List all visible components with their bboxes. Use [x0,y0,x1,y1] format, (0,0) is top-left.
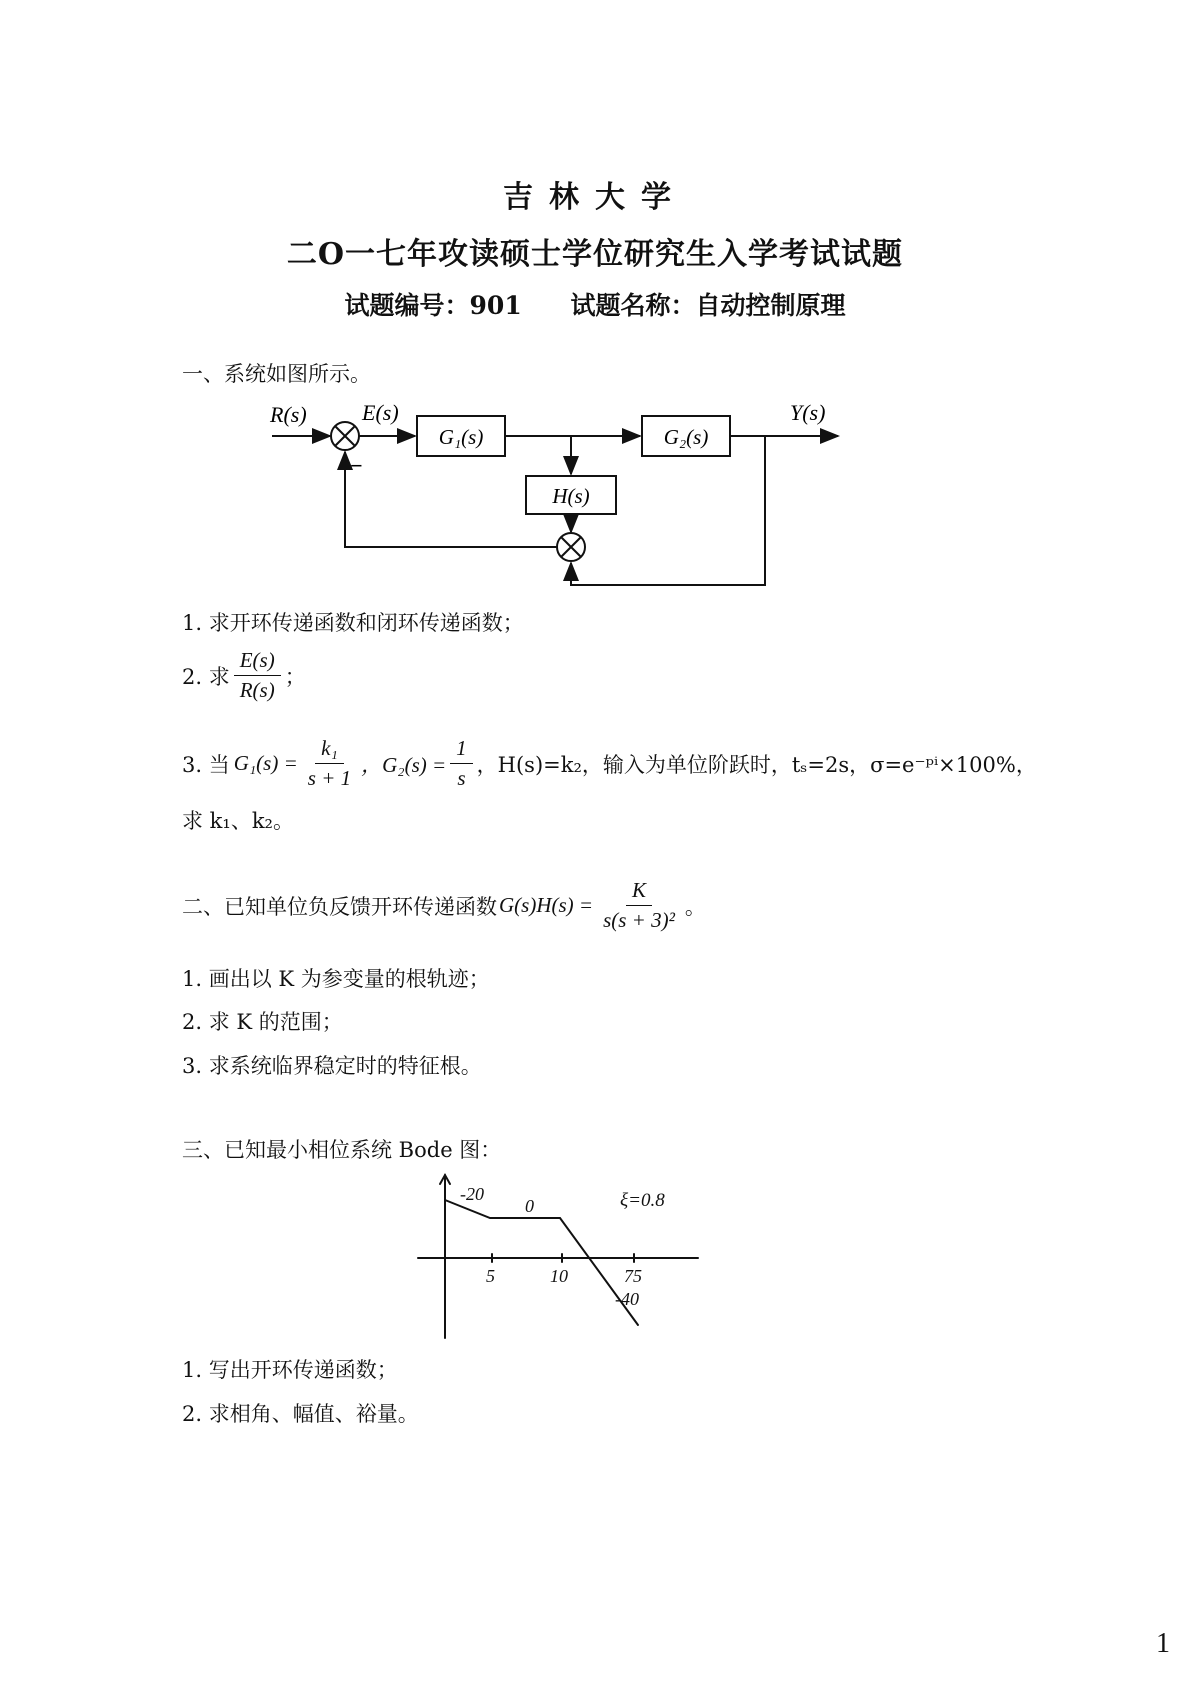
q1-item3: 3. 当 G₁(s) = $\frac{\text{k₁}}{s + 1}$ ，G₂(s) = $\frac{1}{s}$ ，H(s)=k₂，输入为单位阶跃时，tₛ=2s，σ=e⁻ᵖⁱ×100%， [182,736,1037,790]
slope-minus20: -20 [460,1184,484,1204]
tick-5: 5 [486,1266,495,1286]
exam-title: 二O一七年攻读硕士学位研究生入学考试试题 [286,237,904,272]
label-r: R(s) [270,402,307,427]
label-h: H(s) [552,484,590,508]
q2-item1: 1. 画出以 K 为参变量的根轨迹； [182,967,490,991]
label-g2: G₂(s) [663,425,709,449]
q2-item3: 3. 求系统临界稳定时的特征根。 [182,1054,482,1078]
g2-fraction: $\frac{1}{s}$ [450,736,473,791]
q1-item2: 2. 求 $\frac{E(s)}{R(s)}$ ； [182,648,306,702]
bode-plot [410,1170,710,1345]
q3-item1: 1. 写出开环传递函数； [182,1358,398,1382]
q2-item2: 2. 求 K 的范围； [182,1010,343,1034]
university-name: 吉林大学 [503,180,687,215]
tick-10: 10 [550,1266,568,1286]
exam-meta [0,286,1190,322]
q2-heading: 二、已知单位负反馈开环传递函数 G(s)H(s) = $\frac{K}{\text{s(s + 3)²}}$ 。 [182,878,706,932]
g1-fraction: $\frac{\text{k₁}}{s + 1}$ [307,736,352,790]
slope-zero: 0 [525,1196,534,1216]
q1-heading: 一、系统如图所示。 [182,362,371,386]
tick-75: 75 [624,1266,642,1286]
q3-item2: 2. 求相角、幅值、裕量。 [182,1402,419,1426]
damping-ratio: ξ=0.8 [620,1190,665,1211]
e-over-r-fraction: $\frac{E(s)}{R(s)}$ [234,648,281,703]
exam-subject: 试题名称：自动控制原理 [570,291,846,320]
label-y: Y(s) [790,400,826,425]
q3-heading: 三、已知最小相位系统 Bode 图： [182,1138,502,1162]
q1-item1: 1. 求开环传递函数和闭环传递函数； [182,611,524,635]
block-diagram [260,400,880,600]
label-minus: − [350,453,363,478]
gh-fraction: $\frac{K}{\text{s(s + 3)²}}$ [603,878,675,932]
q1-item3-line2: 求 k₁、k₂。 [182,809,294,833]
page-number: 1 [1156,1628,1170,1659]
bode-magnitude-curve [445,1200,638,1325]
exam-code: 试题编号：901 [344,291,522,320]
label-g1: G₁(s) [438,425,484,449]
label-e: E(s) [362,400,399,425]
slope-minus40: -40 [615,1289,639,1309]
